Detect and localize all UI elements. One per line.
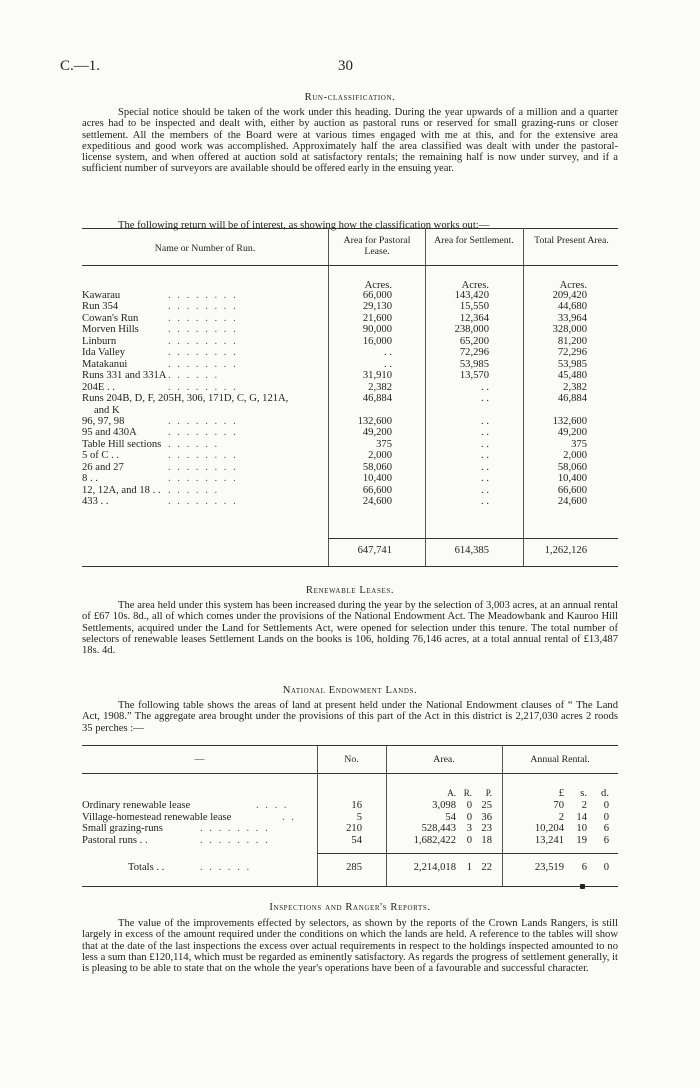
endowment-row-roods: 3: [466, 823, 472, 834]
endowment-rule-top: [82, 745, 618, 746]
run-pastoral-area: 29,130: [362, 301, 392, 313]
run-leader-dots: . . . . . . . .: [168, 347, 238, 359]
run-classification-text: Special notice should be taken of the work under this heading. During the year upwards of a million and a quarter acres had to be inspected and dealt with, either by auction as pastoral runs or reserved for small grazing-runs or closer settlement. All the members of the Board were at various times engaged with me at this, and for the extensive area expeditious and good work was accomplished. Approximately half the area classified was dealt with under the pastoral-license system, and when offered at auction sold at satisfactory rentals; the remaining half is now under survey, and if a sufficient number of surveyors are available should be offered early in the ensuing year.: [82, 107, 618, 175]
run-leader-dots: . . . . . . . .: [168, 450, 238, 462]
run-settlement-area: 53,985: [459, 358, 489, 370]
endowment-header-area: Area.: [433, 754, 455, 765]
run-pastoral-area: 10,400: [362, 473, 392, 485]
endowment-row-pence: 0: [603, 811, 609, 823]
run-total-area: 81,200: [557, 335, 587, 347]
run-total-area: 209,420: [552, 290, 587, 301]
run-total-area: 46,884: [557, 393, 587, 405]
document-reference: C.—1.: [60, 58, 101, 74]
classification-intro: [82, 220, 618, 231]
classification-intro-text: The following return will be of interest, as showing how the classification works out:—: [118, 220, 490, 231]
endowment-row-shillings: 2: [581, 800, 587, 811]
endowment-unit-a: A.: [447, 788, 456, 798]
endowment-row-roods: 0: [466, 800, 472, 811]
run-leader-dots: . . . . . . . .: [168, 324, 238, 336]
run-total-area: 2,382: [563, 381, 587, 393]
run-pastoral-area: 46,884: [362, 393, 392, 405]
run-settlement-area: . .: [481, 381, 489, 393]
run-leader-dots: . . . . . . . .: [168, 290, 238, 301]
endowment-row-pounds: 2: [558, 811, 564, 823]
endowment-unit-pounds: £: [558, 788, 564, 799]
national-endowment-paragraph: [82, 700, 618, 734]
endowment-row-label: Small grazing-runs: [82, 823, 163, 834]
endowment-leader-dots: . . . . . . . .: [200, 823, 270, 834]
run-settlement-area: . .: [481, 461, 489, 473]
endowment-totals-dots: . . . . . .: [200, 862, 252, 873]
run-leader-dots: . . . . . . . .: [168, 473, 238, 485]
run-pastoral-area: 31,910: [362, 370, 392, 382]
endowment-total-perches: 22: [481, 862, 492, 873]
endowment-row-shillings: 19: [576, 834, 587, 846]
endowment-unit-r: R.: [463, 788, 472, 798]
table-rule-bottom: [82, 566, 618, 567]
runs-total-pastoral: 647,741: [357, 545, 392, 556]
run-settlement-area: 13,570: [459, 370, 489, 382]
inspections-text: The value of the improvements effected by selectors, as shown by the reports of the Crown Lands Rangers, is still largely in excess of the amount required under the conditions on which the lands are held. A reference to the tables will show that at the date of the last inspections the excess over actual requirements in respect to the holdings inspected amounted to no less a sum than £120,114, which must be regarded as eminently satisfactory. As regards the progress of settlement generally, it is pleasing to be able to state that on the whole the year's operations have been of a favourable and successful character.: [82, 918, 618, 975]
run-name: Table Hill sections: [82, 438, 162, 450]
table-rule-header: [82, 265, 618, 266]
endowment-leader-dots: . . . .: [256, 800, 289, 811]
endowment-row-number: 16: [351, 800, 362, 811]
endowment-row-shillings: 10: [576, 823, 587, 834]
endowment-header-no: No.: [344, 754, 359, 765]
run-classification-heading: Run-classification.: [304, 92, 396, 103]
run-settlement-area: 65,200: [459, 335, 489, 347]
runs-unit-pastoral: Acres.: [364, 280, 392, 291]
endowment-row-pounds: 13,241: [534, 834, 564, 846]
run-leader-dots: . . . . . . . .: [168, 427, 238, 439]
renewable-leases-paragraph: [82, 600, 618, 656]
endowment-totals-label: Totals . .: [128, 862, 165, 873]
endowment-row-number: 54: [351, 834, 362, 846]
run-total-area: 72,296: [557, 347, 587, 359]
run-classification-paragraph: [82, 107, 618, 175]
run-name: 8 . .: [82, 473, 98, 485]
endowment-row-pounds: 10,204: [534, 823, 564, 834]
run-settlement-area: . .: [481, 415, 489, 427]
run-settlement-area: . .: [481, 438, 489, 450]
run-total-area: 328,000: [552, 324, 587, 336]
endowment-column-rule: [386, 745, 387, 886]
run-pastoral-area: 66,600: [362, 484, 392, 496]
endowment-row-perches: 18: [481, 834, 492, 846]
run-settlement-area: . .: [481, 393, 489, 405]
run-settlement-area: . .: [481, 427, 489, 439]
run-leader-dots: . . . . . . . .: [168, 358, 238, 370]
run-total-area: 49,200: [557, 427, 587, 439]
run-leader-dots: . . . . . .: [168, 370, 220, 382]
endowment-row-label: Village-homestead renewable lease: [82, 811, 232, 823]
run-pastoral-area: 24,600: [362, 496, 392, 508]
runs-header-name: Name or Number of Run.: [154, 243, 256, 254]
endowment-total-pounds: 23,519: [534, 862, 564, 873]
endowment-rule-totals: [317, 853, 618, 854]
run-leader-dots: . . . . . . . .: [168, 415, 238, 427]
endowment-row-pence: 6: [603, 834, 609, 846]
run-pastoral-area: 132,600: [357, 415, 392, 427]
run-name: Cowan's Run: [82, 312, 139, 324]
table-column-rule: [425, 228, 426, 566]
endowment-row-acres: 528,443: [421, 823, 456, 834]
endowment-row-acres: 3,098: [432, 800, 456, 811]
endowment-row-number: 5: [356, 811, 362, 823]
runs-total-total: 1,262,126: [544, 545, 587, 556]
runs-header-total: Total Present Area.: [534, 235, 609, 246]
run-leader-dots: . . . . . .: [168, 438, 220, 450]
runs-total-settlement: 614,385: [454, 545, 489, 556]
endowment-row-pounds: 70: [553, 800, 564, 811]
run-name: Kawarau: [82, 290, 121, 301]
runs-header-settlement: Area for Settlement.: [434, 235, 514, 246]
run-name: Linburn: [82, 335, 117, 347]
endowment-row-shillings: 14: [576, 811, 587, 823]
run-name: Runs 204B, D, F, 205H, 306, 171D, C, G, 121A,: [82, 393, 289, 405]
endowment-total-acres: 2,214,018: [413, 862, 456, 873]
run-pastoral-area: 21,600: [362, 312, 392, 324]
run-leader-dots: . . . . . . . .: [168, 335, 238, 347]
endowment-row-pence: 6: [603, 823, 609, 834]
run-settlement-area: . .: [481, 473, 489, 485]
run-name: 204E . .: [82, 381, 115, 393]
endowment-row-perches: 23: [481, 823, 492, 834]
run-total-area: 375: [571, 438, 587, 450]
run-name: 95 and 430A: [82, 427, 137, 439]
run-name: Matakanui: [82, 358, 128, 370]
run-name: 26 and 27: [82, 461, 124, 473]
national-endowment-heading: National Endowment Lands.: [282, 685, 418, 696]
endowment-row-acres: 1,682,422: [413, 834, 456, 846]
run-name: 96, 97, 98: [82, 415, 125, 427]
endowment-column-rule: [317, 745, 318, 886]
endowment-leader-dots: . . . . . . . .: [200, 834, 270, 846]
renewable-leases-text: The area held under this system has been increased during the year by the selection of 3,003 acres, at an annual rental of £67 10s. 8d., all of which comes under the provisions of the National Endowment Act. The Meadowbank and Kauroo Hill Settlements, acquired under the Land for Settlements Act, were opened for selection under this tenure. The total number of selectors of renewable leases Settlement Lands on the books is 106, holding 76,146 acres, at a total annual rental of £13,487 18s. 4d.: [82, 600, 618, 657]
page-number: 30: [338, 58, 353, 74]
endowment-row-perches: 36: [481, 811, 492, 823]
run-pastoral-area: 2,382: [368, 381, 392, 393]
endowment-row-label: Ordinary renewable lease: [82, 800, 191, 811]
endowment-row-pence: 0: [603, 800, 609, 811]
runs-unit-settlement: Acres.: [461, 280, 489, 291]
endowment-row-acres: 54: [445, 811, 456, 823]
endowment-header-blank: —: [194, 754, 205, 765]
endowment-header-rental: Annual Rental.: [530, 754, 590, 765]
endowment-total-pence: 0: [603, 862, 609, 873]
run-total-area: 45,480: [557, 370, 587, 382]
run-name: Morven Hills: [82, 324, 139, 336]
endowment-rule-bottom: [82, 886, 618, 887]
endowment-column-rule: [502, 745, 503, 886]
run-leader-dots: . . . . . . . .: [168, 461, 238, 473]
endowment-row-perches: 25: [481, 800, 492, 811]
endowment-row-roods: 0: [466, 834, 472, 846]
table-column-rule: [523, 228, 524, 566]
table-rule-totals: [328, 538, 618, 539]
endowment-unit-shillings: s.: [580, 788, 587, 799]
endowment-unit-p: P.: [485, 788, 492, 798]
endowment-row-number: 210: [346, 823, 362, 834]
run-total-area: 58,060: [557, 461, 587, 473]
run-total-area: 132,600: [552, 415, 587, 427]
inspections-paragraph: [82, 918, 618, 974]
run-pastoral-area: 49,200: [362, 427, 392, 439]
run-name: 433 . .: [82, 496, 109, 508]
run-pastoral-area: 2,000: [368, 450, 392, 462]
run-leader-dots: . . . . . . . .: [168, 312, 238, 324]
run-name: 12, 12A, and 18 . .: [82, 484, 161, 496]
run-total-area: 10,400: [557, 473, 587, 485]
table-column-rule: [328, 228, 329, 566]
table-rule-top: [82, 228, 618, 229]
run-pastoral-area: . .: [384, 358, 392, 370]
run-settlement-area: . .: [481, 450, 489, 462]
runs-header-pastoral: Area for Pastoral Lease.: [343, 235, 411, 257]
run-settlement-area: 12,364: [459, 312, 489, 324]
run-settlement-area: 143,420: [454, 290, 489, 301]
endowment-row-label: Pastoral runs . .: [82, 834, 148, 846]
run-name: Ida Valley: [82, 347, 126, 359]
run-settlement-area: 72,296: [459, 347, 489, 359]
run-leader-dots: . . . . . . . .: [168, 496, 238, 508]
endowment-total-roods: 1: [466, 862, 472, 873]
run-total-area: 66,600: [557, 484, 587, 496]
run-pastoral-area: 58,060: [362, 461, 392, 473]
endowment-row-roods: 0: [466, 811, 472, 823]
run-pastoral-area: 66,000: [362, 290, 392, 301]
national-endowment-text: The following table shows the areas of land at present held under the National Endowment clauses of “ The Land Act, 1908.” The aggregate area brought under the provisions of this part of the Act in this district is 2,217,030 acres 2 roods 35 perches :—: [82, 700, 618, 734]
run-total-area: 44,680: [557, 301, 587, 313]
run-pastoral-area: 375: [376, 438, 392, 450]
run-leader-dots: . . . . . . . .: [168, 381, 238, 393]
runs-unit-total: Acres.: [559, 280, 587, 291]
run-total-area: 53,985: [557, 358, 587, 370]
run-pastoral-area: 90,000: [362, 324, 392, 336]
run-name: Runs 331 and 331A: [82, 370, 167, 382]
run-settlement-area: 238,000: [454, 324, 489, 336]
run-leader-dots: . . . . . . . .: [168, 301, 238, 313]
renewable-leases-heading: Renewable Leases.: [305, 585, 395, 596]
run-name: Run 354: [82, 301, 119, 313]
run-settlement-area: . .: [481, 484, 489, 496]
run-pastoral-area: 16,000: [362, 335, 392, 347]
endowment-rule-header: [82, 773, 618, 774]
endowment-unit-pence: d.: [601, 788, 609, 799]
ink-mark: [580, 884, 585, 889]
run-name: 5 of C . .: [82, 450, 120, 462]
run-total-area: 2,000: [563, 450, 587, 462]
endowment-total-no: 285: [346, 862, 362, 873]
run-settlement-area: 15,550: [459, 301, 489, 313]
inspections-heading: Inspections and Ranger's Reports.: [269, 902, 431, 913]
run-total-area: 33,964: [557, 312, 587, 324]
endowment-total-shillings: 6: [581, 862, 587, 873]
run-leader-dots: . . . . . .: [168, 484, 220, 496]
run-settlement-area: . .: [481, 496, 489, 508]
endowment-leader-dots: . .: [282, 811, 296, 823]
run-name: and K: [94, 404, 120, 416]
run-pastoral-area: . .: [384, 347, 392, 359]
run-total-area: 24,600: [557, 496, 587, 508]
